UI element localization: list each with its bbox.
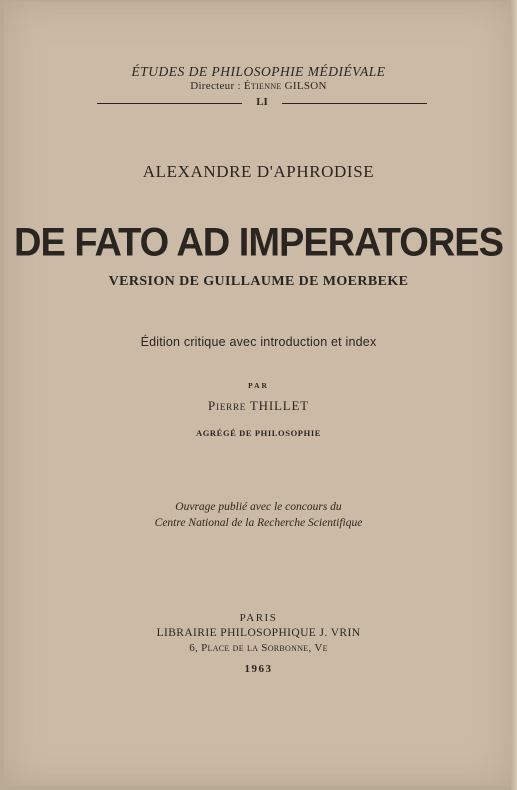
editor-first-name: Pierre	[208, 398, 247, 413]
editor-name	[0, 398, 517, 414]
series-director	[0, 80, 517, 92]
funding-note-line-2: Centre National de la Recherche Scientifique	[154, 517, 363, 529]
book-title: DE FATO AD IMPERATORES	[14, 220, 503, 266]
volume-number: LI	[256, 96, 268, 108]
rule-right	[282, 103, 427, 104]
imprint-publisher: LIBRAIRIE PHILOSOPHIQUE J. VRIN	[156, 627, 361, 639]
director-first-name: Étienne	[243, 80, 282, 92]
editor-last-name: THILLET	[249, 398, 309, 413]
volume-rule	[97, 96, 427, 110]
edition-description: Édition critique avec introduction et index	[140, 335, 377, 349]
director-last-name: GILSON	[284, 80, 327, 92]
editor-credential: AGRÉGÉ DE PHILOSOPHIE	[195, 428, 321, 438]
director-prefix: Directeur :	[190, 80, 244, 92]
author-name: ALEXANDRE D'APHRODISE	[142, 162, 375, 181]
imprint-year: 1963	[244, 663, 273, 675]
imprint-address: 6, Place de la Sorbonne, Ve	[189, 642, 328, 654]
funding-note-line-1: Ouvrage publié avec le concours du	[175, 501, 342, 513]
series-name: ÉTUDES DE PHILOSOPHIE MÉDIÉVALE	[131, 64, 386, 79]
imprint-city: PARIS	[239, 612, 278, 624]
version-subtitle: VERSION DE GUILLAUME DE MOERBEKE	[108, 274, 409, 289]
by-label: PAR	[248, 381, 269, 390]
